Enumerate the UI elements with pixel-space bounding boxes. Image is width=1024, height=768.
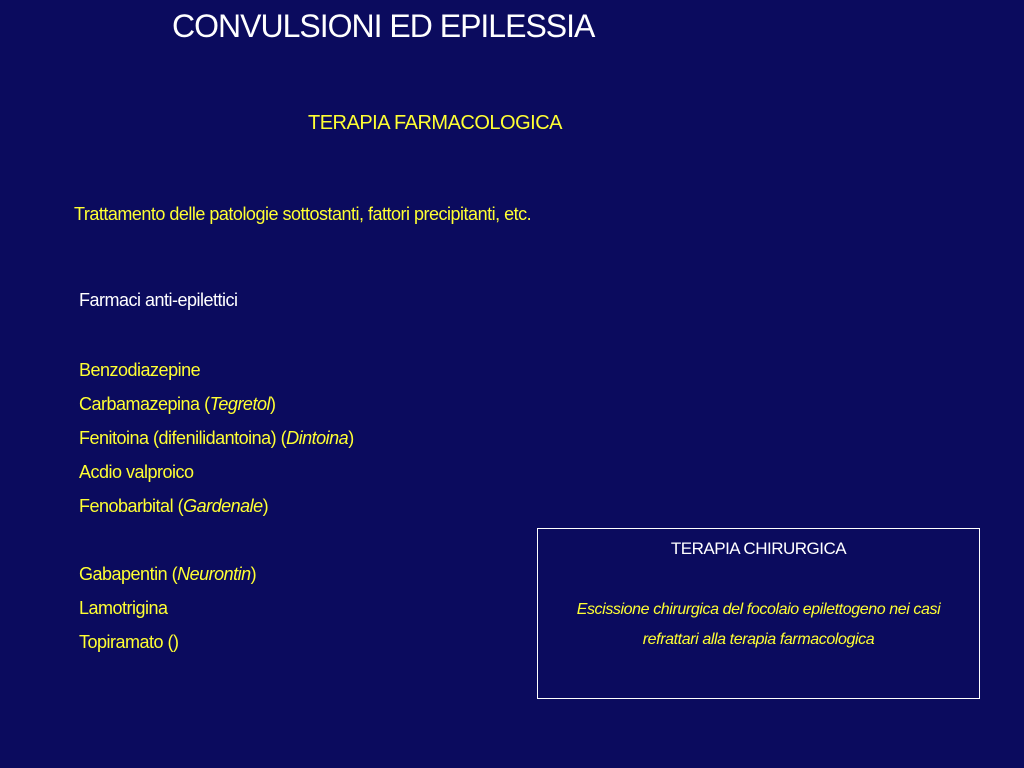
slide-subtitle: TERAPIA FARMACOLOGICA bbox=[308, 112, 563, 134]
list-spacer bbox=[79, 526, 354, 560]
drug-item-lamotrigina bbox=[79, 594, 354, 628]
drug-item-fenobarbital bbox=[79, 492, 354, 526]
surgery-text-line: refrattari alla terapia farmacologica bbox=[642, 631, 875, 648]
drug-name: Acdio valproico bbox=[79, 462, 194, 482]
treatment-line: Trattamento delle patologie sottostanti, fattori precipitanti, etc. bbox=[74, 204, 532, 224]
surgery-text-line: Escissione chirurgica del focolaio epilettogeno nei casi bbox=[576, 601, 941, 618]
drug-item-acido-valproico bbox=[79, 458, 354, 492]
drug-suffix: ) bbox=[269, 394, 276, 414]
drug-name: Gabapentin ( bbox=[79, 564, 178, 584]
drug-name: Benzodiazepine bbox=[79, 360, 201, 380]
drug-name: Fenitoina (difenilidantoina) ( bbox=[79, 428, 287, 448]
surgery-box bbox=[537, 528, 980, 699]
drug-item-carbamazepina bbox=[79, 390, 354, 424]
drugs-heading: Farmaci anti-epilettici bbox=[79, 290, 238, 310]
slide-title: CONVULSIONI ED EPILESSIA bbox=[172, 8, 595, 44]
drug-item-benzodiazepine bbox=[79, 356, 354, 390]
drug-name: Carbamazepina ( bbox=[79, 394, 210, 414]
drug-name: Lamotrigina bbox=[79, 598, 168, 618]
drug-item-topiramato bbox=[79, 628, 354, 662]
drug-name: Fenobarbital ( bbox=[79, 496, 184, 516]
drug-brand: Neurontin bbox=[177, 564, 251, 584]
drug-brand: Dintoina bbox=[286, 428, 349, 448]
drug-item-gabapentin bbox=[79, 560, 354, 594]
drug-name: Topiramato () bbox=[79, 632, 179, 652]
drug-suffix: ) bbox=[348, 428, 354, 448]
drug-brand: Gardenale bbox=[183, 496, 263, 516]
drug-brand: Tegretol bbox=[209, 394, 270, 414]
drug-item-fenitoina bbox=[79, 424, 354, 458]
drug-list bbox=[79, 356, 354, 662]
surgery-description bbox=[538, 595, 979, 655]
drug-suffix: ) bbox=[262, 496, 269, 516]
surgery-title: TERAPIA CHIRURGICA bbox=[670, 539, 847, 558]
drug-suffix: ) bbox=[250, 564, 257, 584]
